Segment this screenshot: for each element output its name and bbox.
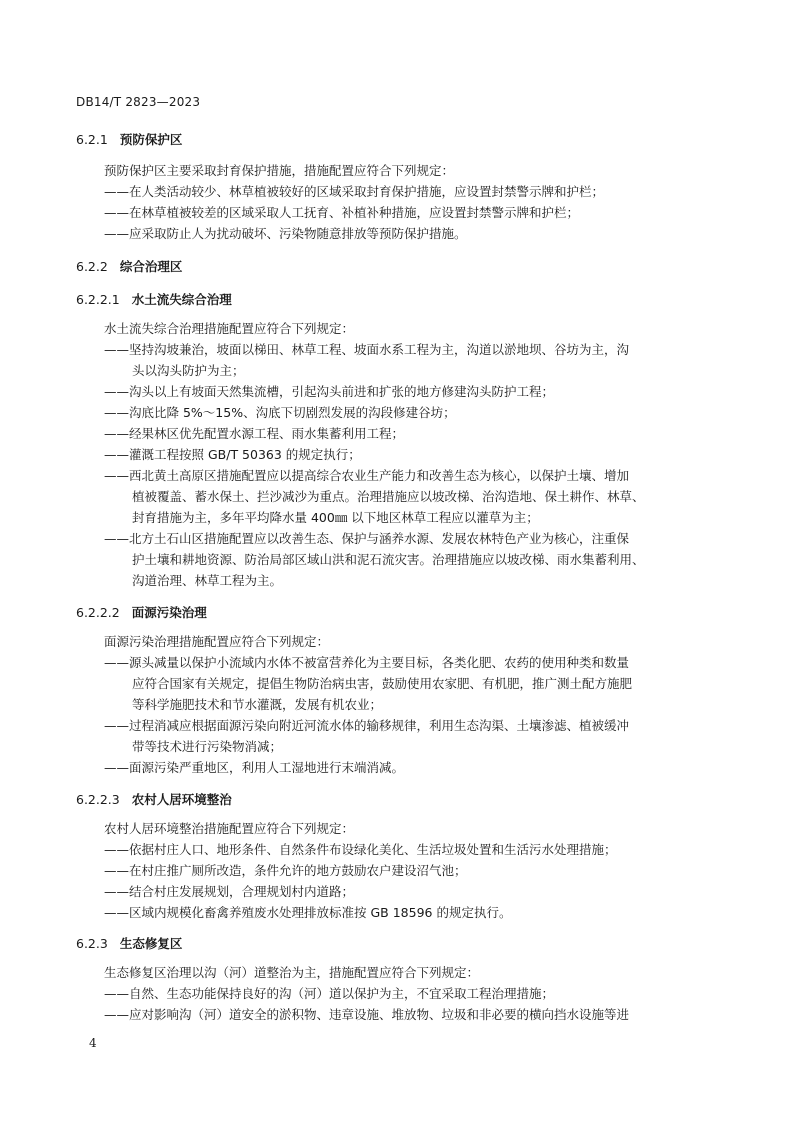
list-item: ——区域内规模化畜禽养殖废水处理排放标准按 GB 18596 的规定执行。 (104, 905, 512, 920)
list-item: ——自然、生态功能保持良好的沟（河）道以保护为主，不宜采取工程治理措施； (104, 986, 555, 1001)
section-number: 6.2.2 (76, 259, 108, 274)
document-code-header: DB14/T 2823—2023 (76, 95, 201, 109)
paragraph-intro: 水土流失综合治理措施配置应符合下列规定： (104, 321, 355, 336)
list-item-continuation: 带等技术进行污染物消减； (132, 739, 283, 754)
list-item-continuation: 应符合国家有关规定，提倡生物防治病虫害，鼓励使用农家肥、有机肥，推广测土配方施肥 (132, 676, 633, 691)
section-number: 6.2.2.2 (76, 605, 120, 620)
section-title: 预防保护区 (119, 132, 183, 147)
list-item: ——应对影响沟（河）道安全的淤积物、违章设施、堆放物、垃圾和非必要的横向挡水设施等进 (104, 1007, 630, 1022)
list-item: ——沟底比降 5%～15%、沟底下切剧烈发展的沟段修建谷坊； (104, 405, 456, 420)
section-heading-6-2-2 (76, 257, 182, 275)
list-item: ——应采取防止人为扰动破坏、污染物随意排放等预防保护措施。 (104, 226, 467, 241)
section-title: 综合治理区 (119, 259, 183, 274)
section-number: 6.2.3 (76, 936, 108, 951)
paragraph-intro: 预防保护区主要采取封育保护措施，措施配置应符合下列规定： (104, 163, 455, 178)
section-title: 农村人居环境整治 (131, 792, 232, 807)
list-item: ——经果林区优先配置水源工程、雨水集蓄利用工程； (104, 426, 405, 441)
list-item-continuation: 沟道治理、林草工程为主。 (132, 573, 283, 588)
section-title: 面源污染治理 (131, 605, 207, 620)
list-item: ——面源污染严重地区，利用人工湿地进行末端消减。 (104, 760, 405, 775)
list-item-continuation: 封育措施为主，多年平均降水量 400㎜ 以下地区林草工程应以灌草为主； (132, 510, 539, 525)
section-heading-6-2-3 (76, 934, 182, 952)
list-item: ——沟头以上有坡面天然集流槽，引起沟头前进和扩张的地方修建沟头防护工程； (104, 384, 555, 399)
section-heading-6-2-2-1 (76, 290, 232, 308)
paragraph-intro: 生态修复区治理以沟（河）道整治为主，措施配置应符合下列规定： (104, 965, 480, 980)
section-number: 6.2.2.3 (76, 792, 120, 807)
list-item-continuation: 护土壤和耕地资源、防治局部区域山洪和泥石流灾害。治理措施应以坡改梯、雨水集蓄利用、 (132, 552, 645, 567)
list-item-continuation: 头以沟头防护为主； (132, 363, 245, 378)
list-item: ——在人类活动较少、林草植被较好的区域采取封育保护措施，应设置封禁警示牌和护栏； (104, 184, 605, 199)
section-title: 水土流失综合治理 (131, 292, 232, 307)
section-heading-6-2-1 (76, 130, 182, 148)
paragraph-intro: 面源污染治理措施配置应符合下列规定： (104, 634, 330, 649)
list-item: ——源头减量以保护小流域内水体不被富营养化为主要目标，各类化肥、农药的使用种类和数量 (104, 655, 630, 670)
list-item: ——过程消减应根据面源污染向附近河流水体的输移规律，利用生态沟渠、土壤渗滤、植被缓冲 (104, 718, 630, 733)
list-item: ——灌溉工程按照 GB/T 50363 的规定执行； (104, 447, 361, 462)
section-heading-6-2-2-3 (76, 790, 232, 808)
section-title: 生态修复区 (119, 936, 183, 951)
list-item: ——西北黄土高原区措施配置应以提高综合农业生产能力和改善生态为核心，以保护土壤、增加 (104, 468, 630, 483)
section-number: 6.2.2.1 (76, 292, 120, 307)
section-heading-6-2-2-2 (76, 603, 207, 621)
list-item: ——在村庄推广厕所改造，条件允许的地方鼓励农户建设沼气池； (104, 863, 467, 878)
list-item-continuation: 植被覆盖、蓄水保土、拦沙减沙为重点。治理措施应以坡改梯、治沟造地、保土耕作、林草、 (132, 489, 645, 504)
section-number: 6.2.1 (76, 132, 108, 147)
list-item: ——坚持沟坡兼治，坡面以梯田、林草工程、坡面水系工程为主，沟道以淤地坝、谷坊为主，沟 (104, 342, 630, 357)
paragraph-intro: 农村人居环境整治措施配置应符合下列规定： (104, 821, 355, 836)
page-number: 4 (89, 1036, 97, 1050)
list-item-continuation: 等科学施肥技术和节水灌溉，发展有机农业； (132, 697, 383, 712)
list-item: ——结合村庄发展规划，合理规划村内道路； (104, 884, 355, 899)
list-item: ——在林草植被较差的区域采取人工抚育、补植补种措施，应设置封禁警示牌和护栏； (104, 205, 580, 220)
list-item: ——北方土石山区措施配置应以改善生态、保护与涵养水源、发展农林特色产业为核心，注重保 (104, 531, 630, 546)
list-item: ——依据村庄人口、地形条件、自然条件布设绿化美化、生活垃圾处置和生活污水处理措施； (104, 842, 617, 857)
